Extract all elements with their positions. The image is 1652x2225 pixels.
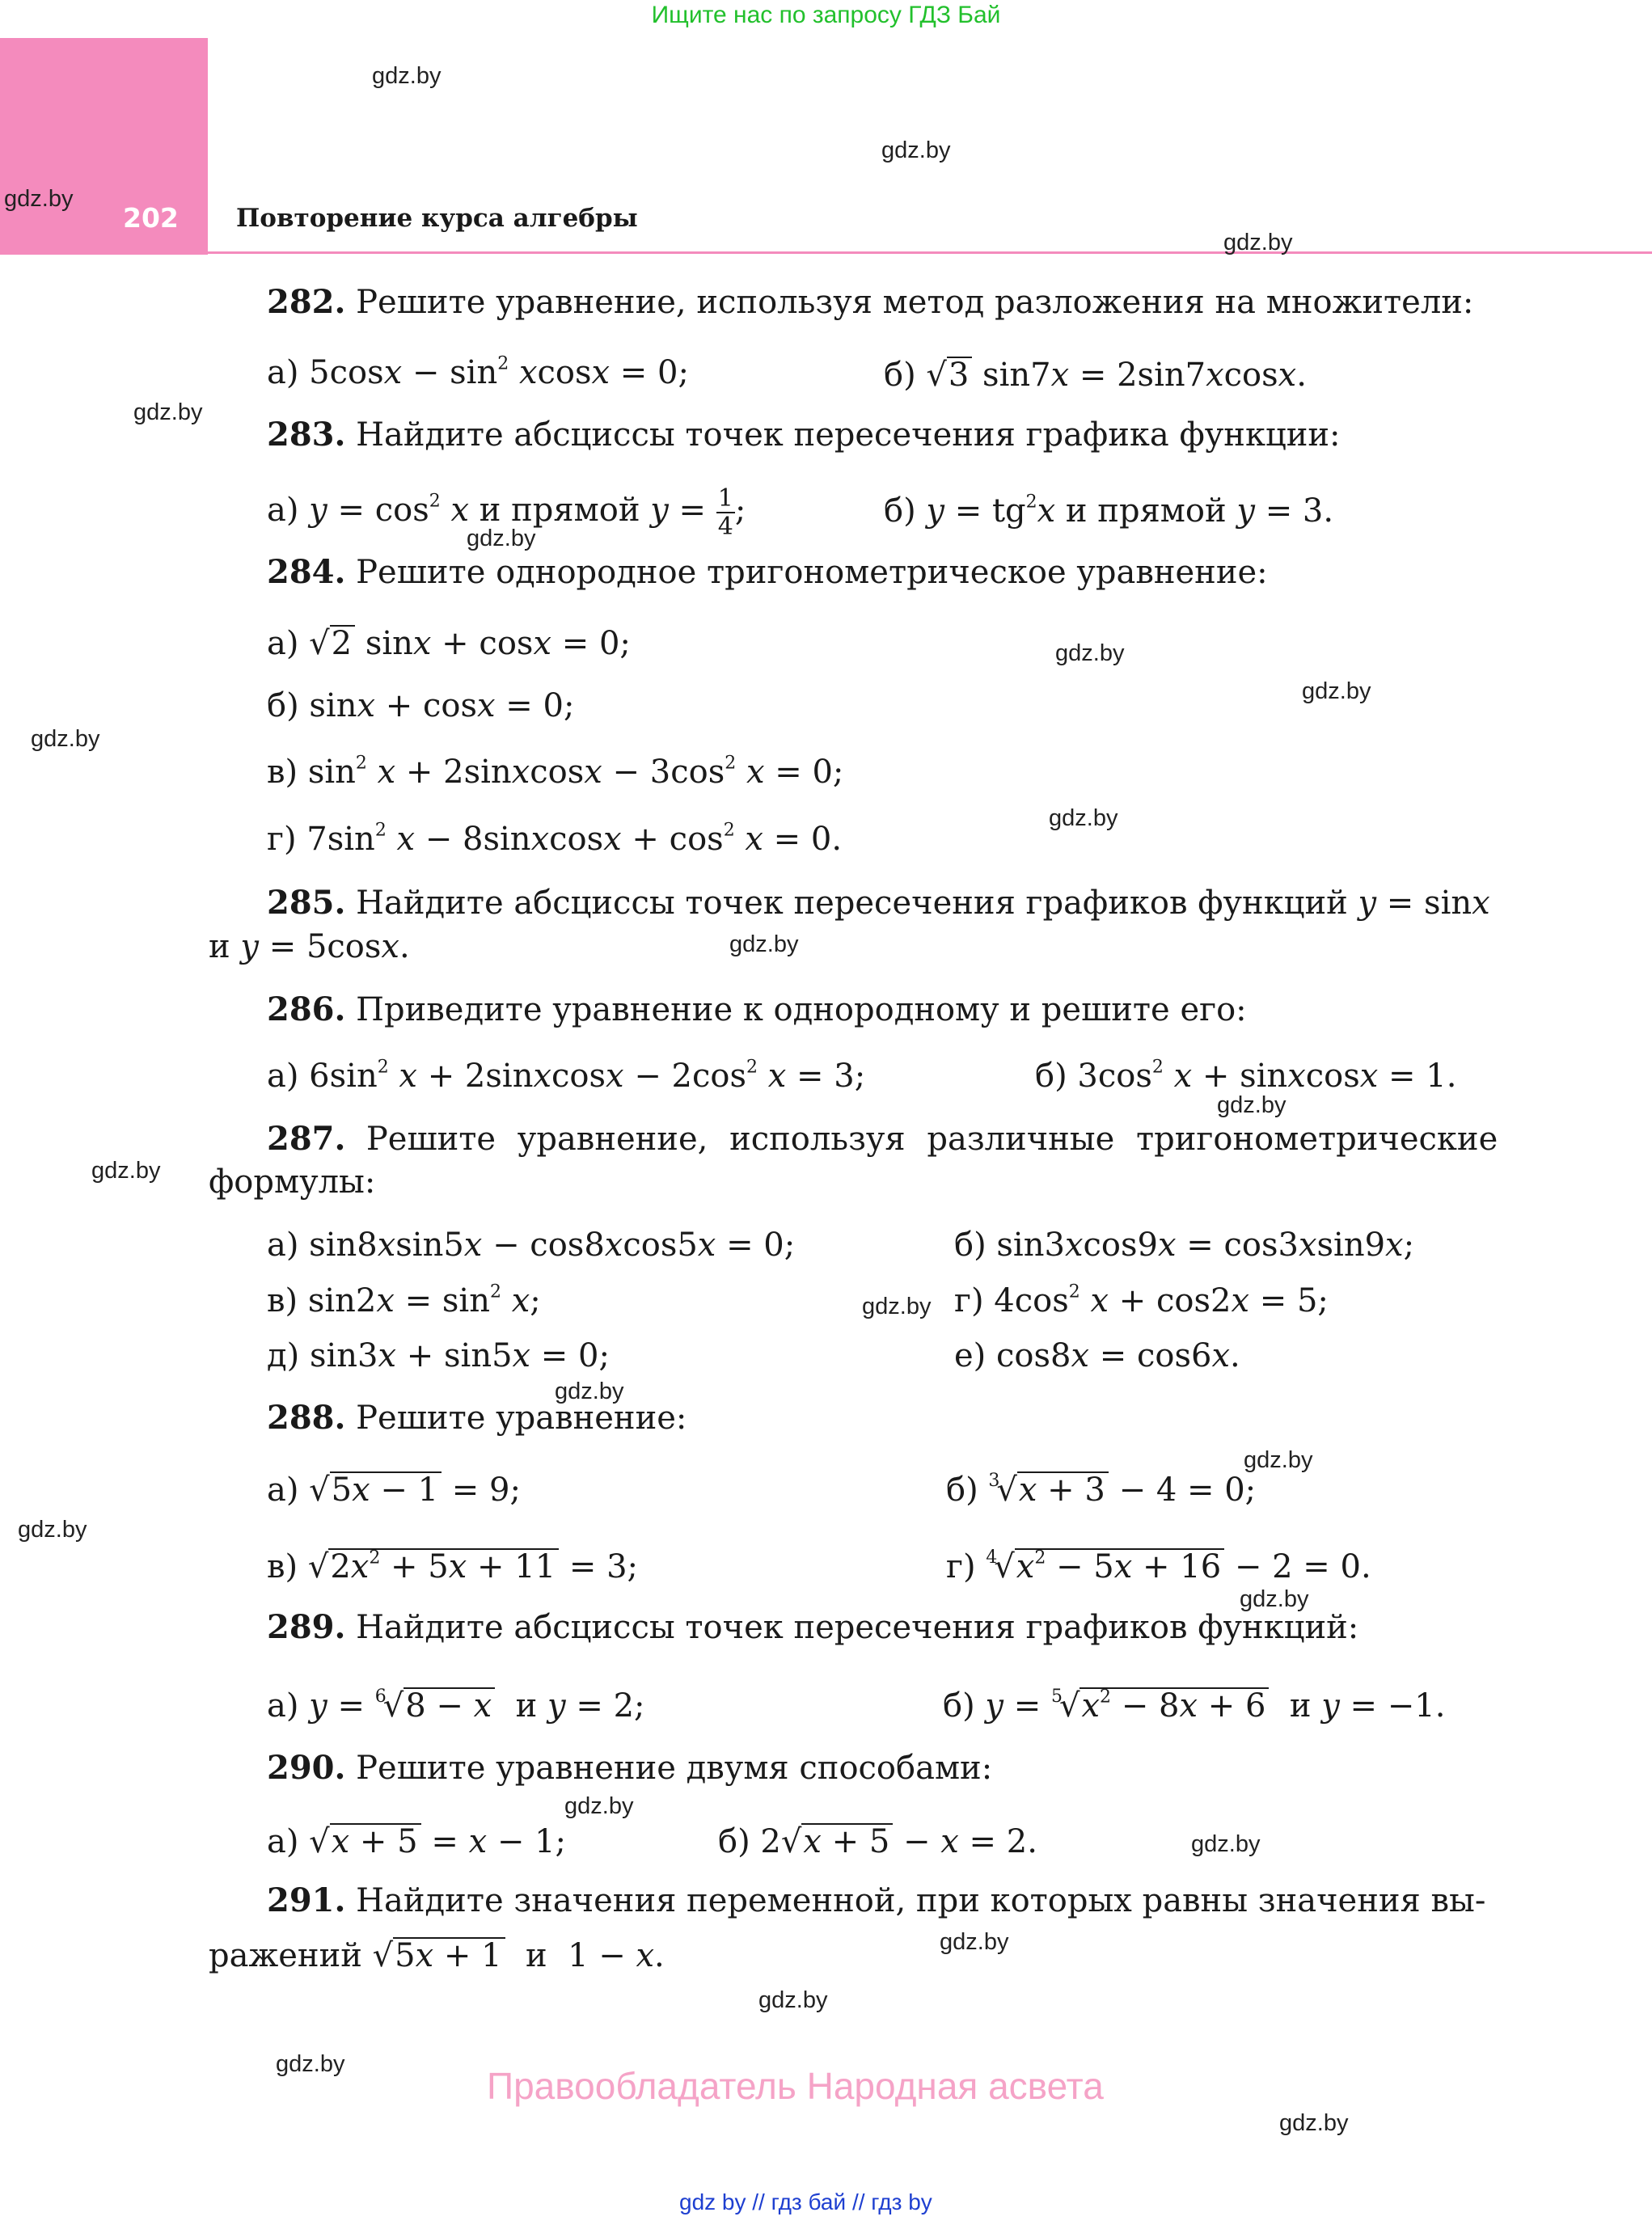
problem-284-statement: 284. Решите однородное тригонометрическое уравнение: xyxy=(267,553,1268,591)
problem-288-statement: 288. Решите уравнение: xyxy=(267,1399,687,1437)
problem-287-b: б) sin3xcos9x = cos3xsin9x; xyxy=(954,1226,1415,1264)
problem-291-statement: 291. Найдите значения переменной, при которых равны значения вы- xyxy=(267,1881,1486,1919)
problem-284-v: в) $\sin^2 x$ + 2sinxcosx − $3\cos^2$ x = 0; xyxy=(267,753,844,791)
problem-284-a: а) √2 sinx + cosx = 0; xyxy=(267,625,631,662)
watermark: gdz.by xyxy=(1049,805,1118,831)
problem-283-statement: 283. Найдите абсциссы точек пересечения графика функции: xyxy=(267,416,1341,454)
watermark: gdz.by xyxy=(1223,230,1293,255)
watermark: gdz.by xyxy=(467,526,536,551)
footer-links: gdz by // гдз бай // гдз by xyxy=(679,2189,932,2214)
watermark: gdz.by xyxy=(1244,1447,1313,1473)
copyright-notice: Правообладатель Народная асвета xyxy=(487,2065,1104,2107)
problem-287-g: г) $4\cos^2$ x + cos2x = 5; xyxy=(954,1281,1329,1319)
watermark: gdz.by xyxy=(1055,640,1125,666)
watermark: gdz.by xyxy=(564,1793,634,1819)
problem-283-a: а) $y = \cos^2 x$ и прямой y = $\frac{1}{4}$ ; xyxy=(267,484,746,541)
problem-289-b: б) $y = ^5√x^2 - 8x + 6$ и y = −1. xyxy=(943,1687,1446,1725)
watermark: gdz.by xyxy=(18,1517,87,1543)
watermark: gdz.by xyxy=(1240,1586,1309,1612)
problem-282-statement: 282. Решите уравнение, используя метод разложения на множители: xyxy=(267,283,1474,321)
watermark: gdz.by xyxy=(940,1929,1009,1955)
page-number: 202 xyxy=(123,202,179,234)
watermark: gdz.by xyxy=(1191,1831,1261,1857)
problem-286-b: б) $3\cos^2$ x + sinxcosx = 1. xyxy=(1035,1057,1457,1095)
problem-282-a: а) $5\cos x - \sin^2 xcosx = 0$; xyxy=(267,353,689,391)
problem-289-statement: 289. Найдите абсциссы точек пересечения графиков функций: xyxy=(267,1608,1359,1646)
watermark: gdz.by xyxy=(881,137,951,163)
watermark: gdz.by xyxy=(862,1294,932,1319)
problem-287-a: а) sin8xsin5x − cos8xcos5x = 0; xyxy=(267,1226,796,1264)
problem-283-b: б) $y = tg^2x$ и прямой y = 3. xyxy=(884,492,1334,530)
problem-287-v: в) $\sin 2x = \sin^2 x$; xyxy=(267,1281,541,1319)
watermark: gdz.by xyxy=(31,726,100,752)
problem-282-b: б) √3 sin7x = 2sin7xcosx. xyxy=(884,357,1307,394)
footer-link-gdz-by-2[interactable]: гдз by xyxy=(871,2189,932,2214)
problem-284-g: г) $7\sin^2$ x − 8sinxcosx + $\cos^2 x = 0$. xyxy=(267,820,843,858)
problem-284-b: б) sinx + cosx = 0; xyxy=(267,687,575,724)
problem-286-a: а) $6\sin^2$ x + 2sinxcosx − $2\cos^2$ x = 3; xyxy=(267,1057,866,1095)
problem-291-cont: ражений √5x + 1 и 1 − x. xyxy=(209,1937,665,1974)
watermark: gdz.by xyxy=(1302,678,1371,704)
problem-290-a: а) √x + 5 = x − 1; xyxy=(267,1823,567,1860)
watermark: gdz.by xyxy=(555,1378,624,1404)
problem-290-b: б) 2√x + 5 − x = 2. xyxy=(718,1823,1037,1860)
problem-285-cont: и y = 5cosx. xyxy=(209,928,410,965)
problem-288-g: г) $^4√x^2 - 5x + 16 - 2 = 0$. xyxy=(946,1547,1371,1585)
problem-285-statement: 285. Найдите абсциссы точек пересечения графиков функций y = sinx xyxy=(267,884,1490,922)
watermark: gdz.by xyxy=(758,1987,828,2013)
footer-link-gdz-by[interactable]: gdz by xyxy=(679,2189,746,2214)
problem-287-e: е) cos8x = cos6x. xyxy=(954,1337,1240,1374)
problem-286-statement: 286. Приведите уравнение к однородному и решите его: xyxy=(267,990,1247,1028)
watermark: gdz.by xyxy=(91,1158,161,1184)
header-rule xyxy=(208,251,1652,254)
watermark: gdz.by xyxy=(276,2051,345,2077)
watermark: gdz.by xyxy=(1279,2110,1349,2136)
top-banner-link[interactable]: Ищите нас по запросу ГДЗ Бай xyxy=(651,2,1001,28)
problem-288-a: а) √5x − 1 = 9; xyxy=(267,1471,521,1509)
footer-link-gdz-bai[interactable]: гдз бай xyxy=(771,2189,847,2214)
problem-287-statement: 287. Решите уравнение, используя различные тригонометрические xyxy=(267,1120,1498,1158)
watermark: gdz.by xyxy=(372,63,442,89)
problem-290-statement: 290. Решите уравнение двумя способами: xyxy=(267,1749,993,1787)
problem-289-a: а) y = $^6$√8 − x и y = 2; xyxy=(267,1687,645,1725)
watermark: gdz.by xyxy=(729,931,799,957)
watermark: gdz.by xyxy=(1217,1092,1287,1118)
problem-288-v: в) $√2x^2 + 5x + 11 = 3$; xyxy=(267,1547,639,1585)
watermark: gdz.by xyxy=(133,399,203,425)
problem-288-b: б) $^3$√x + 3 − 4 = 0; xyxy=(946,1471,1257,1509)
problem-287-d: д) sin3x + sin5x = 0; xyxy=(267,1337,610,1374)
section-title: Повторение курса алгебры xyxy=(236,204,638,233)
problem-287-cont: формулы: xyxy=(209,1163,376,1201)
watermark: gdz.by xyxy=(4,186,74,212)
